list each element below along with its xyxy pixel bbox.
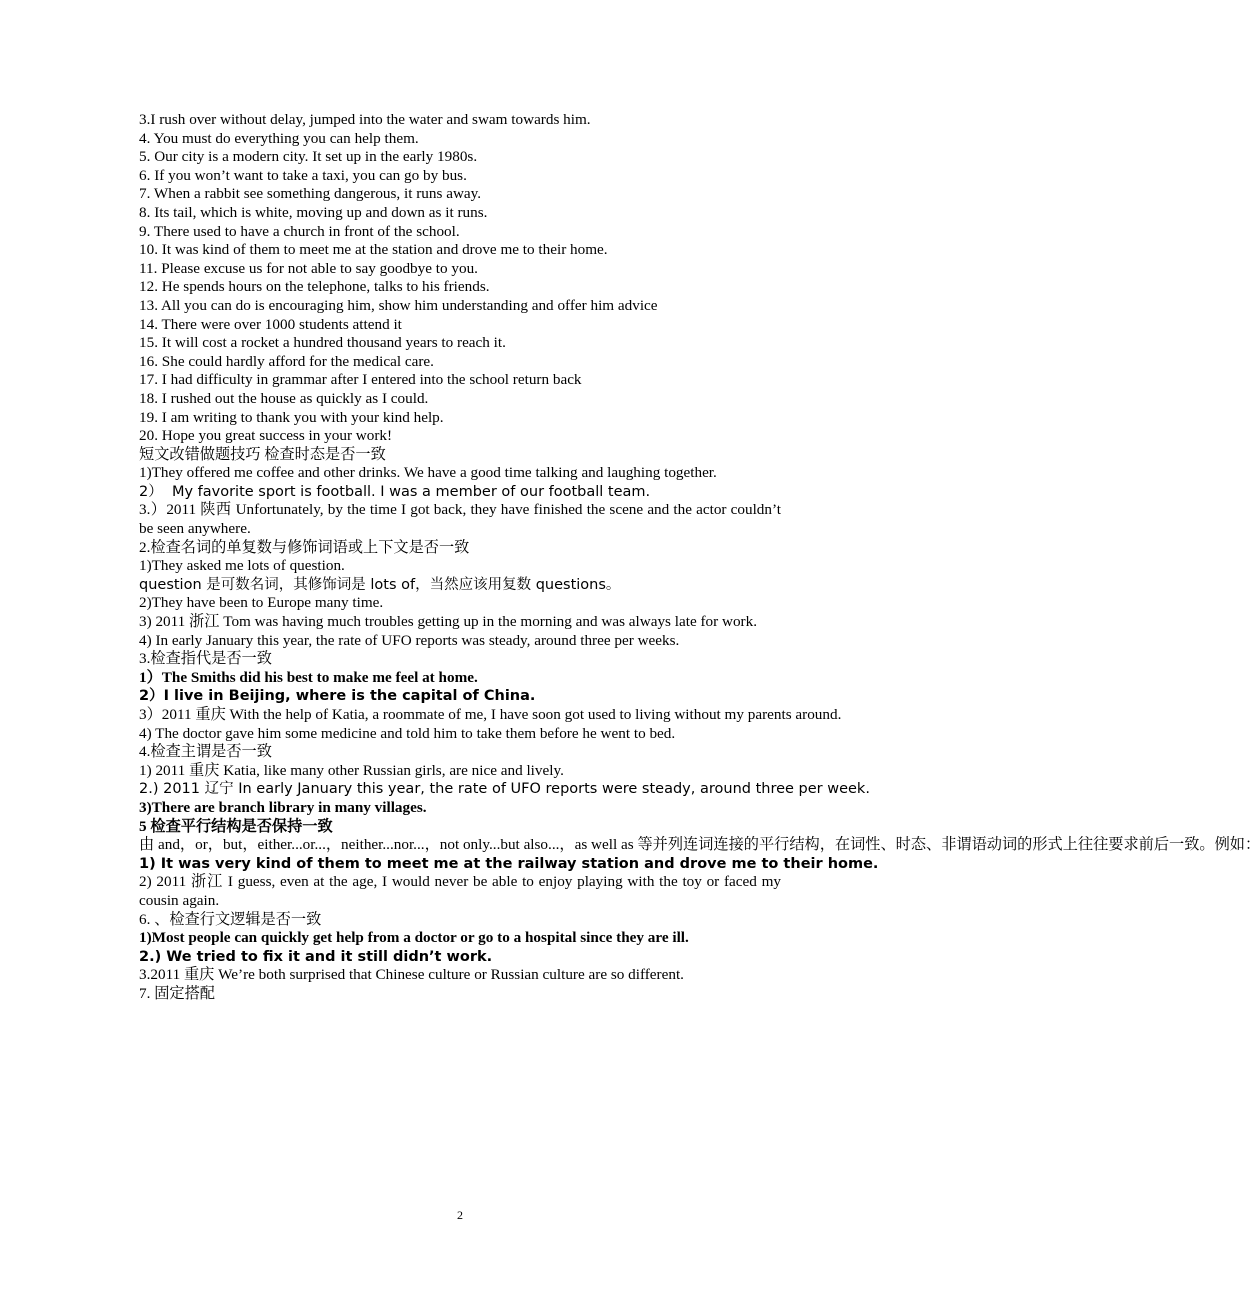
text-line: 3.）2011 陕西 Unfortunately, by the time I got back, they have finished the scene and the actor couldn’t be seen anywhere. [139, 501, 781, 538]
text-line: 8. Its tail, which is white, moving up and down as it runs. [139, 203, 488, 221]
text-line: 1)Most people can quickly get help from a doctor or go to a hospital since they are ill. [139, 929, 689, 947]
text-line: 5. Our city is a modern city. It set up in the early 1980s. [139, 148, 478, 166]
text-line: 3)There are branch library in many villages. [139, 798, 427, 816]
text-line: 6. If you won’t want to take a taxi, you can go by bus. [139, 166, 467, 184]
text-line: 20. Hope you great success in your work! [139, 427, 393, 445]
text-line: 17. I had difficulty in grammar after I entered into the school return back [139, 371, 582, 389]
text-line: 7. When a rabbit see something dangerous, it runs away. [139, 185, 482, 203]
text-line: 1) 2011 重庆 Katia, like many other Russian girls, are nice and lively. [139, 761, 564, 779]
page-number: 2 [457, 1208, 463, 1222]
section-heading: 2.) We tried to fix it and it still didn’t work. [139, 948, 493, 965]
section-heading: 2） My favorite sport is football. I was a member of our football team. [139, 483, 651, 500]
text-line: 12. He spends hours on the telephone, talks to his friends. [139, 278, 490, 296]
section-heading: 2.) 2011 辽宁 In early January this year, the rate of UFO reports were steady, around three per week. [139, 781, 870, 798]
text-line: 3.2011 重庆 We’re both surprised that Chinese culture or Russian culture are so different. [139, 966, 684, 984]
text-line: 11. Please excuse us for not able to say goodbye to you. [139, 259, 478, 277]
text-line: 2)They have been to Europe many time. [139, 594, 384, 612]
text-line: 4. You must do everything you can help them. [139, 129, 419, 147]
text-line: 3.I rush over without delay, jumped into the water and swam towards him. [139, 111, 591, 128]
document-body [139, 111, 1260, 1004]
text-line: 1)They offered me coffee and other drinks. We have a good time talking and laughing together. [139, 464, 717, 482]
text-line: 9. There used to have a church in front of the school. [139, 222, 460, 240]
text-line: 14. There were over 1000 students attend it [139, 315, 402, 333]
text-line: 3) 2011 浙江 Tom was having much troubles getting up in the morning and was always late for work. [139, 613, 757, 631]
text-line: 4) In early January this year, the rate of UFO reports was steady, around three per weeks. [139, 631, 680, 649]
text-line: 18. I rushed out the house as quickly as I could. [139, 389, 429, 407]
text-line: 1)They asked me lots of question. [139, 557, 345, 575]
text-line: 19. I am writing to thank you with your kind help. [139, 408, 444, 426]
text-line: 1）The Smiths did his best to make me feel at home. [139, 668, 478, 686]
text-line: 6. 、检查行文逻辑是否一致 [139, 910, 322, 928]
text-line: 4) The doctor gave him some medicine and told him to take them before he went to bed. [139, 724, 676, 742]
text-line: 13. All you can do is encouraging him, show him understanding and offer him advice [139, 296, 658, 314]
text-line: 3）2011 重庆 With the help of Katia, a roommate of me, I have soon got used to living without my parents around. [139, 706, 842, 723]
section-heading: question 是可数名词，其修饰词是 lots of，当然应该用复数 questions。 [139, 576, 621, 593]
section-heading: 1) It was very kind of them to meet me at the railway station and drove me to their home. [139, 855, 879, 872]
text-line: 短文改错做题技巧 检查时态是否一致 [139, 445, 386, 463]
section-heading: 2）I live in Beijing, where is the capital of China. [139, 688, 536, 705]
text-line: 3.检查指代是否一致 [139, 650, 272, 668]
text-line: 2.检查名词的单复数与修饰词语或上下文是否一致 [139, 538, 470, 556]
text-line: 2) 2011 浙江 I guess, even at the age, I would never be able to enjoy playing with the toy or faced my cousin again. [139, 873, 781, 909]
text-line: 5 检查平行结构是否保持一致 [139, 817, 333, 835]
text-line: 7. 固定搭配 [139, 984, 215, 1002]
text-line: 10. It was kind of them to meet me at the station and drove me to their home. [139, 241, 608, 259]
text-line: 15. It will cost a rocket a hundred thousand years to reach it. [139, 334, 506, 352]
text-line: 16. She could hardly afford for the medical care. [139, 352, 434, 370]
text-line: 4.检查主谓是否一致 [139, 743, 272, 761]
text-line: 由 and，or，but，either...or...，neither...nor...，not only...but also...，as well as 等并列连词连接的平行结构，在词性、时态、非谓语动词的形式上往往要求前后一致。例如： [139, 836, 1260, 854]
